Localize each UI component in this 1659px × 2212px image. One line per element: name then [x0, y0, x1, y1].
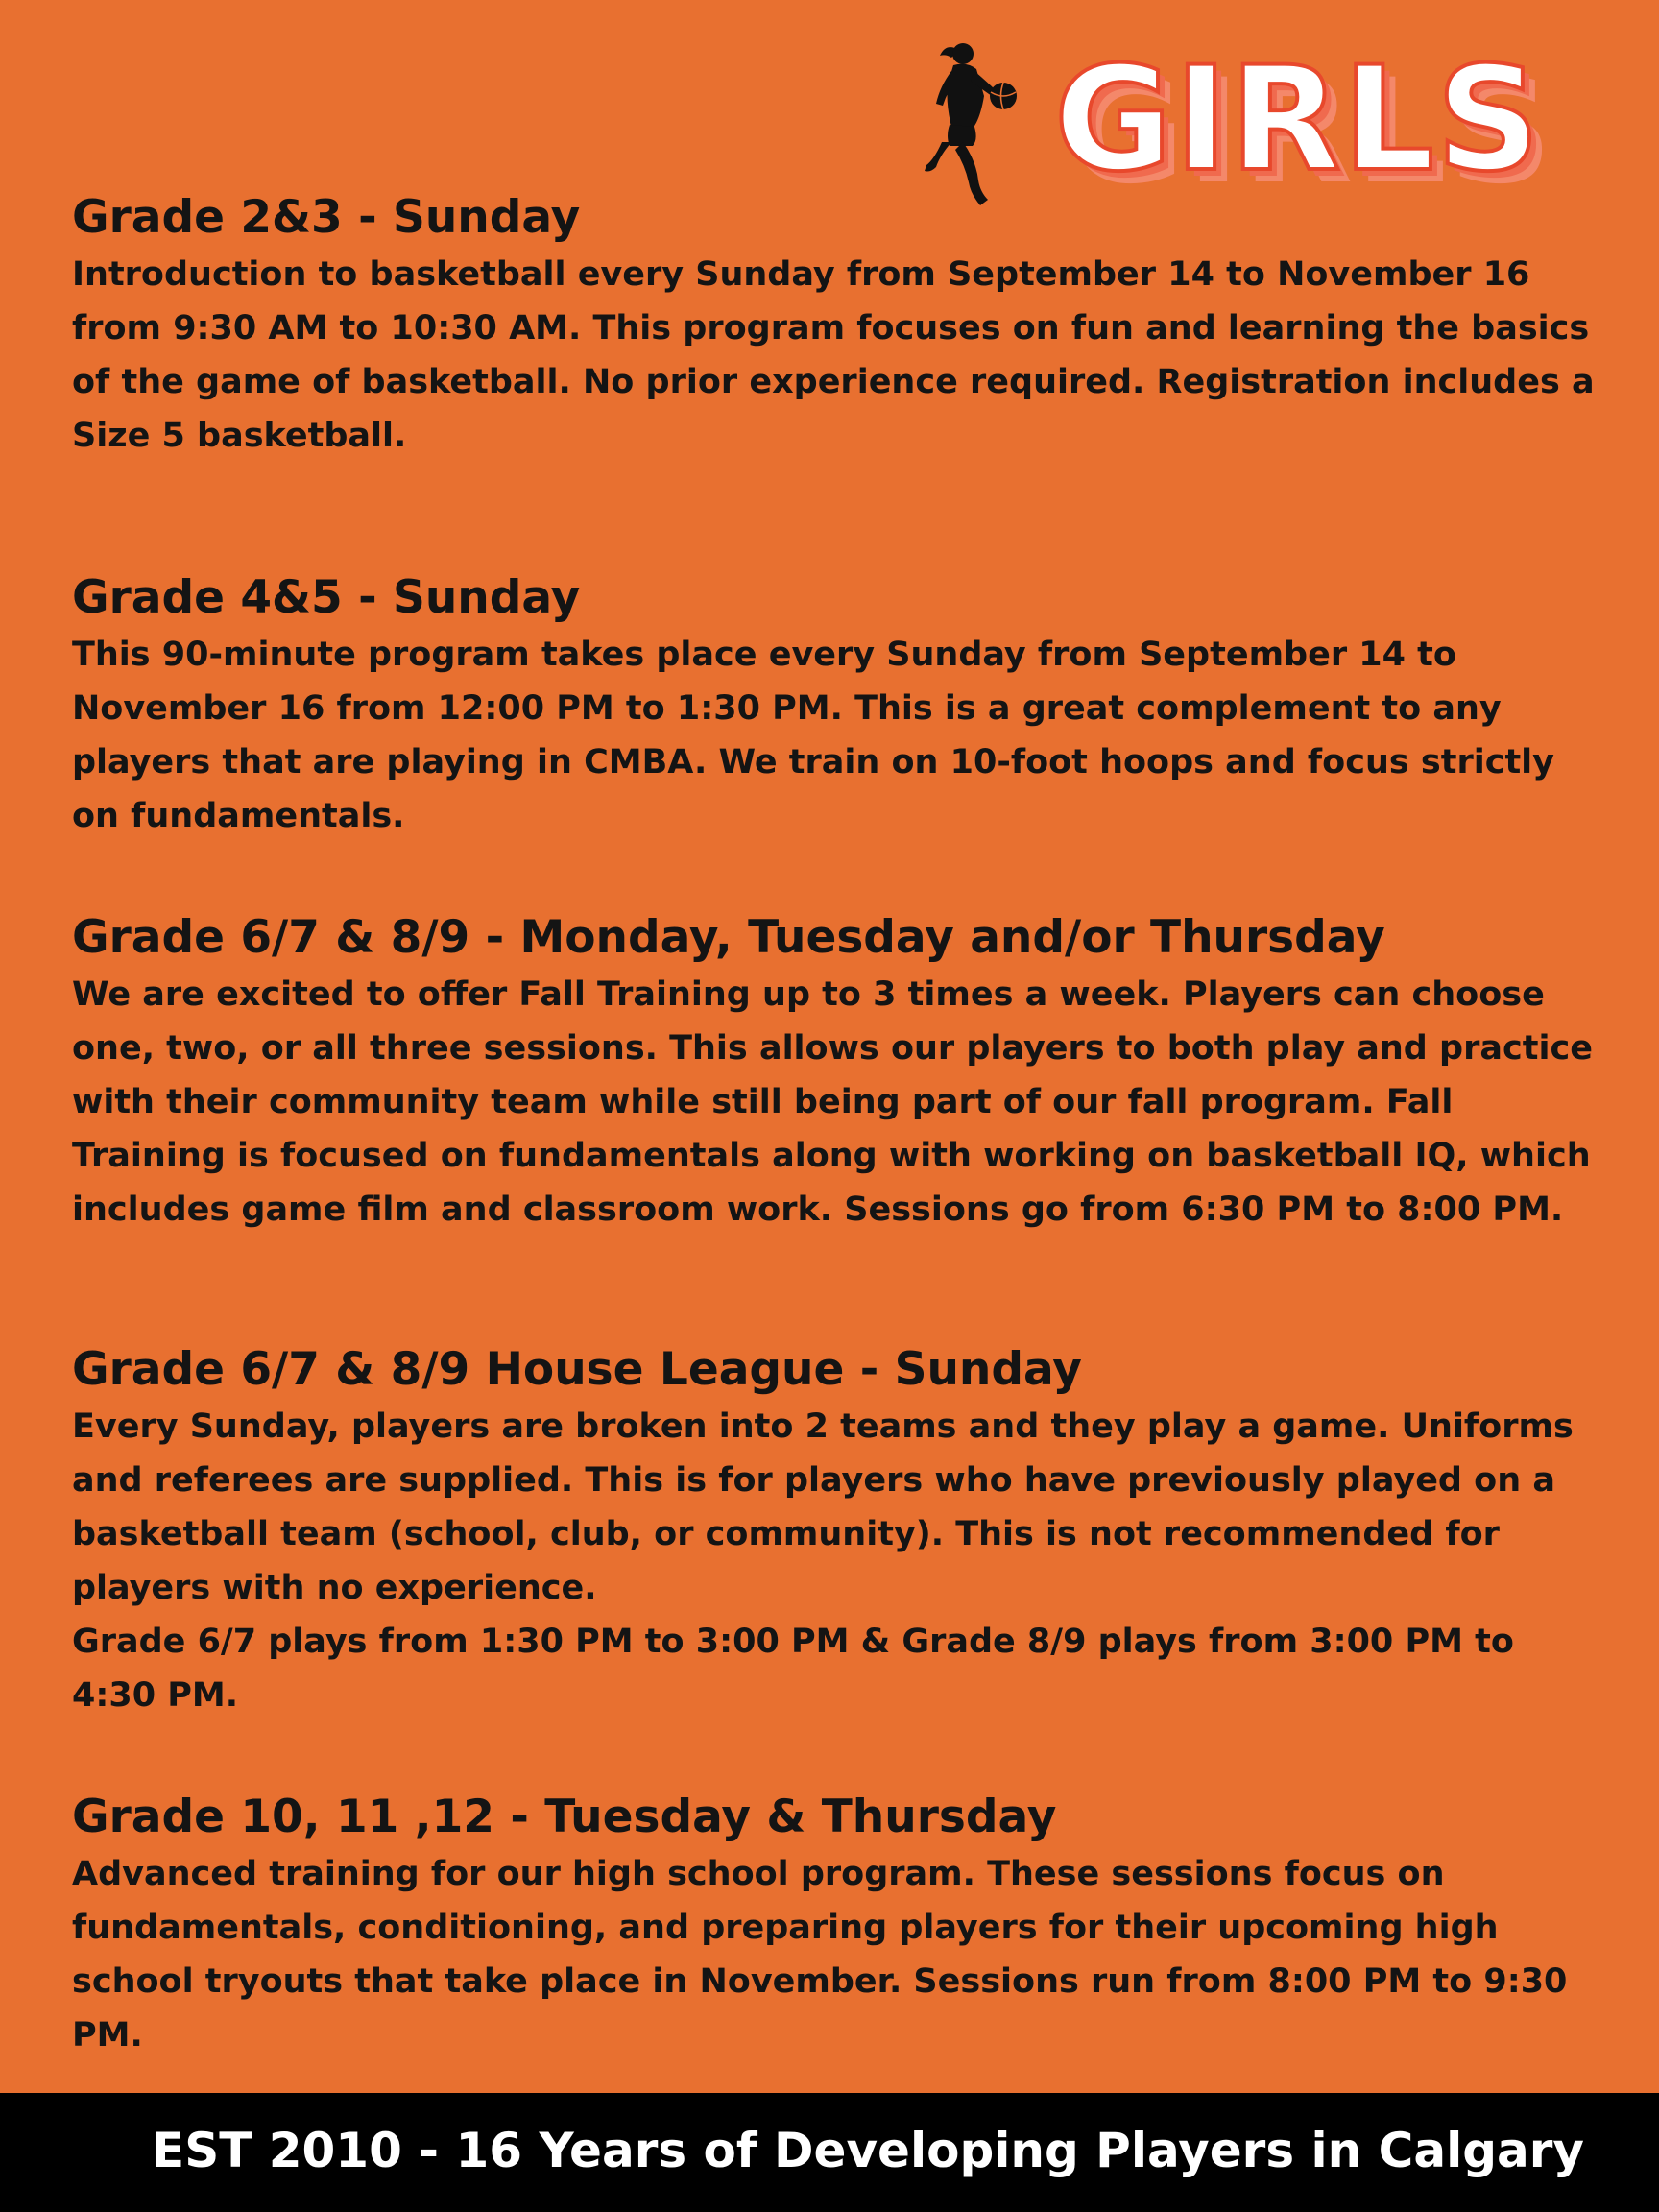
section-heading: Grade 10, 11 ,12 - Tuesday & Thursday [72, 1791, 1057, 1843]
program-grade-10-12 [72, 1788, 1599, 2062]
section-description: Every Sunday, players are broken into 2 teams and they play a game. Uniforms and referees are supplied. This is for players who have previously played on a basketball team (school, club, or community). This is not recommended for players with no experience. [72, 1407, 1574, 1607]
program-grade-2-3 [72, 188, 1599, 463]
section-description: This 90-minute program takes place every Sunday from September 14 to November 16 from 12:00 PM to 1:30 PM. This is a great complement to any players that are playing in CMBA. We train on 10-foot hoops and focus strictly on fundamentals. [72, 636, 1554, 835]
program-grade-6-9-fall-training [72, 908, 1599, 1237]
section-description: We are excited to offer Fall Training up to 3 times a week. Players can choose one, two, or all three sessions. This allows our players to both play and practice with their community team while still being part of our fall program. Fall Training is focused on fundamentals along with working on basketball IQ, which includes game film and classroom work. Sessions go from 6:30 PM to 8:00 PM. [72, 975, 1593, 1229]
section-heading: Grade 2&3 - Sunday [72, 191, 581, 244]
page-title: GIRLS [1054, 36, 1543, 204]
program-grade-6-9-house-league [72, 1340, 1599, 1722]
section-heading: Grade 6/7 & 8/9 - Monday, Tuesday and/or Thursday [72, 911, 1385, 964]
section-description: Introduction to basketball every Sunday from September 14 to November 16 from 9:30 AM to 10:30 AM. This program focuses on fun and learning the basics of the game of basketball. No prior experience required. Registration includes a Size 5 basketball. [72, 255, 1595, 455]
section-schedule: Grade 6/7 plays from 1:30 PM to 3:00 PM & Grade 8/9 plays from 3:00 PM to 4:30 PM. [72, 1623, 1514, 1715]
section-heading: Grade 4&5 - Sunday [72, 571, 581, 624]
footer-tagline: EST 2010 - 16 Years of Developing Players in Calgary [152, 2123, 1584, 2178]
basketball-player-icon [917, 36, 1032, 209]
section-description: Advanced training for our high school program. These sessions focus on fundamentals, conditioning, and preparing players for their upcoming high school tryouts that take place in November. Sessions run from 8:00 PM to 9:30 PM. [72, 1855, 1568, 2055]
section-heading: Grade 6/7 & 8/9 House League - Sunday [72, 1343, 1082, 1396]
footer-banner [0, 2093, 1659, 2212]
program-grade-4-5 [72, 568, 1599, 843]
